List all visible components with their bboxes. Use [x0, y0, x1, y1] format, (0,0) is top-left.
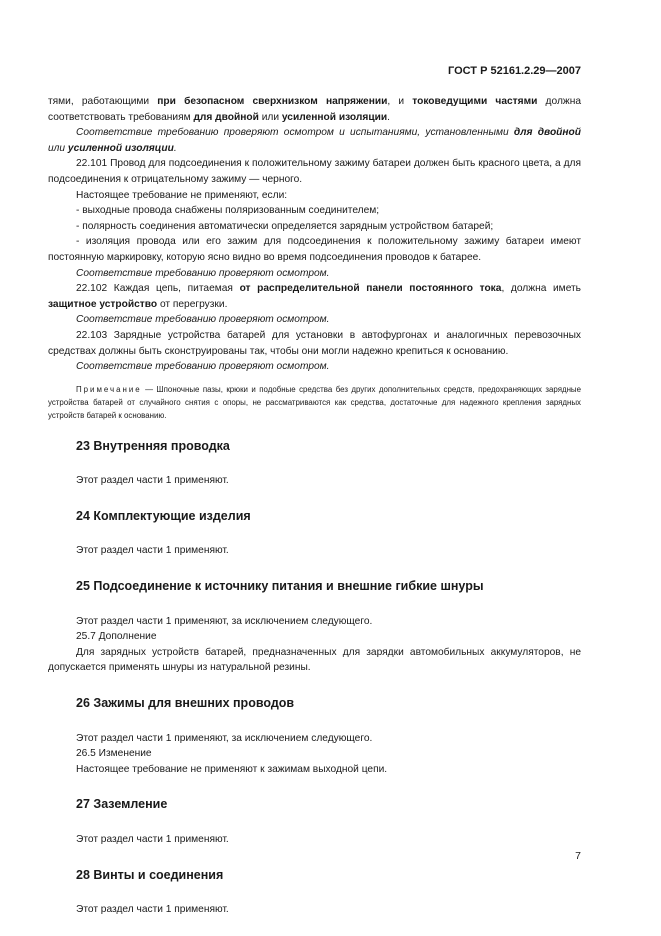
section-24-text: Этот раздел части 1 применяют. — [76, 545, 229, 557]
page-number: 7 — [575, 850, 581, 862]
note-label: Примечание — [76, 384, 142, 394]
section-28 — [48, 868, 581, 918]
section-25 — [48, 579, 581, 676]
section-26-subclause: 26.5 Изменение — [76, 748, 152, 760]
section-26-title: 26 Зажимы для внешних проводов — [76, 696, 295, 711]
exception-item-3: - изоляция провода или его зажим для подсоединения к положительному зажиму батареи имеют постоянную маркировку, которую ясно видно во время подсоединения проводов к батарее. — [48, 236, 581, 263]
section-27 — [48, 797, 581, 847]
document-body — [48, 94, 581, 918]
standard-header: ГОСТ Р 52161.2.29—2007 — [447, 65, 581, 77]
section-25-addition: Для зарядных устройств батарей, предназначенных для зарядки автомобильных аккумуляторов, не допускается применять шнуры из натуральной резины. — [48, 646, 581, 674]
section-28-text: Этот раздел части 1 применяют. — [76, 904, 229, 916]
section-26 — [48, 696, 581, 777]
compliance-check-4: Соответствие требованию проверяют осмотром. — [76, 361, 330, 373]
compliance-check-3: Соответствие требованию проверяют осмотром. — [76, 314, 330, 326]
section-26-text: Этот раздел части 1 применяют, за исключением следующего. — [76, 732, 373, 744]
section-25-title: 25 Подсоединение к источнику питания и внешние гибкие шнуры — [76, 579, 484, 594]
compliance-check-1: Соответствие требованию проверяют осмотром и испытаниями, установленными для двойной или усиленной изоляции. — [48, 127, 581, 154]
section-25-text: Этот раздел части 1 применяют, за исключением следующего. — [76, 615, 373, 627]
section-27-title: 27 Заземление — [76, 797, 168, 812]
note: Примечание — Шпоночные пазы, крюки и подобные средства без других дополнительных средств, предохраняющих зарядные устройства батарей от случайного снятия с опоры, не рассматриваются как средства, достаточные для надежного крепления зарядных устройств батарей к основанию. — [48, 384, 581, 420]
clause-22-101: 22.101 Провод для подсоединения к положительному зажиму батареи должен быть красного цвета, а для подсоединения к отрицательному зажиму — черного. — [48, 158, 581, 185]
section-25-subclause: 25.7 Дополнение — [76, 631, 157, 643]
section-27-text: Этот раздел части 1 применяют. — [76, 834, 229, 845]
compliance-check-2: Соответствие требованию проверяют осмотром. — [76, 267, 330, 279]
section-24-title: 24 Комплектующие изделия — [76, 508, 251, 523]
section-23-text: Этот раздел части 1 применяют. — [76, 475, 229, 487]
exception-intro: Настоящее требование не применяют, если: — [76, 189, 288, 201]
section-23-title: 23 Внутренняя проводка — [76, 438, 230, 453]
section-24 — [48, 509, 581, 559]
clause-22-102: 22.102 Каждая цепь, питаемая от распределительной панели постоянного тока, должна иметь защитное устройство от перегрузки. — [48, 283, 581, 310]
section-28-title: 28 Винты и соединения — [76, 867, 224, 882]
section-23 — [48, 439, 581, 489]
paragraph-continuation: тями, работающими при безопасном сверхнизком напряжении, и токоведущими частями должна соответствовать требованиям для двойной или усиленной изоляции. — [48, 96, 581, 123]
clause-22-103: 22.103 Зарядные устройства батарей для установки в автофургонах и аналогичных перевозочных средствах должны быть сконструированы так, чтобы они могли надежно крепиться к основанию. — [48, 329, 581, 357]
exception-item-2: - полярность соединения автоматически определяется зарядным устройством батарей; — [76, 220, 494, 232]
section-26-change: Настоящее требование не применяют к зажимам выходной цепи. — [76, 763, 388, 775]
exception-item-1: - выходные провода снабжены поляризованным соединителем; — [76, 205, 380, 217]
